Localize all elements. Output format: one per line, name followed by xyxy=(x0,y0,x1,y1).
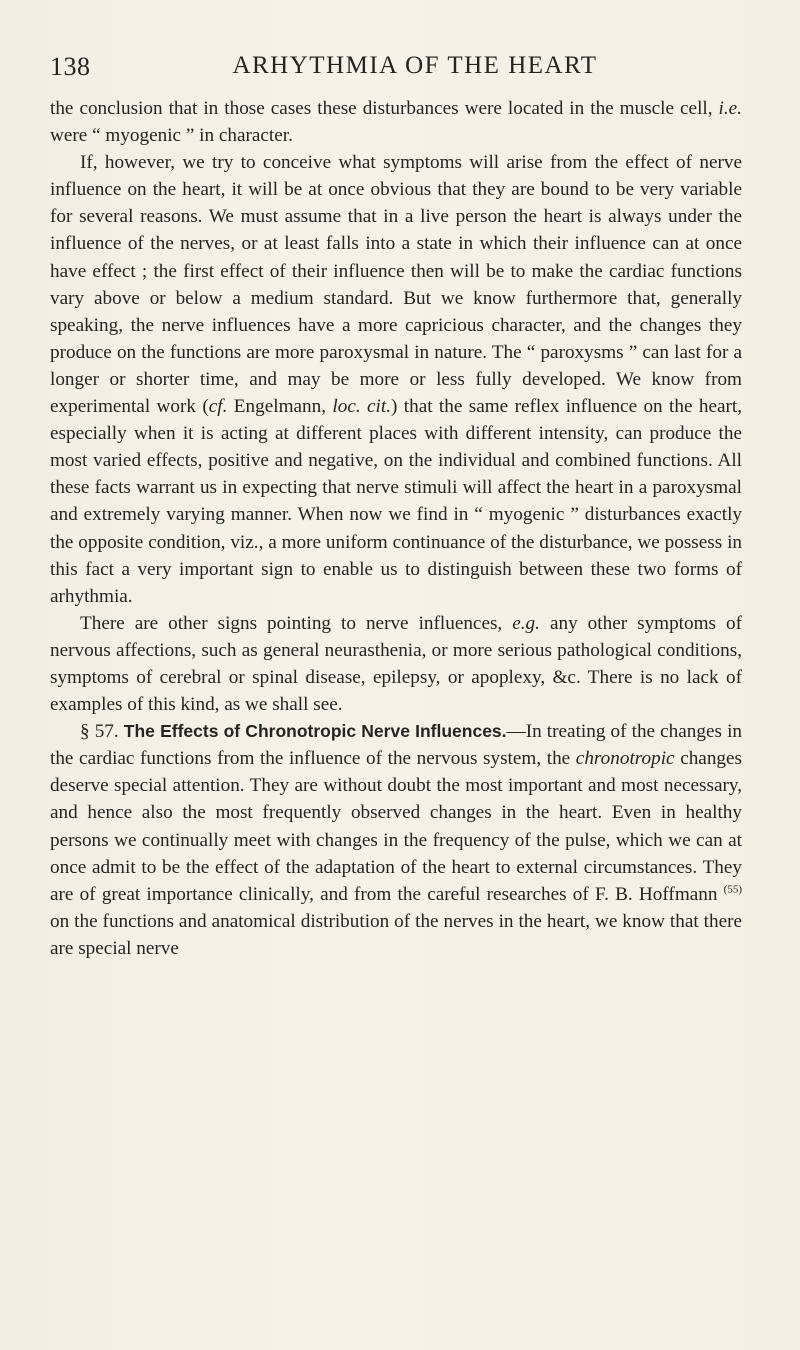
paragraph-4: § 57. The Effects of Chronotropic Nerve Influences.—In treating of the changes in the cardiac functions from the influence of the nervous system, the chronotropic changes deserve special attention. They are without doubt the most important and most necessary, and hence also the most frequently observed changes in the heart. Even in healthy persons we continually meet with changes in the frequency of the pulse, which we can at once admit to be the effect of the adaptation of the heart to external circumstances. They are of great importance clinically, and from the careful researches of F. B. Hoffmann $^{(55)}$ on the functions and anatomical distribution of the nerves in the heart, we know that there are special nerve xyxy=(50,721,742,959)
page-header xyxy=(50,52,740,88)
reference-number: (55) xyxy=(723,883,742,896)
body-text xyxy=(50,95,742,962)
running-head: ARHYTHMIA OF THE HEART xyxy=(232,52,598,79)
section-number: § 57. xyxy=(80,721,119,743)
paragraph-2: If, however, we try to conceive what symptoms will arise from the effect of nerve influence on the heart, it will be at once obvious that they are bound to be very variable for several reasons. We must assume that in a live person the heart is always under the influence of the nerves, or at least falls into a state in which their influence can at once have effect ; the first effect of their influence then will be to make the cardiac functions vary above or below a medium standard. But we know furthermore that, generally speaking, the nerve influences have a more capricious character, and the changes they produce on the functions are more paroxysmal in nature. The “ paroxysms ” can last for a longer or shorter time, and may be more or less fully developed. We know from experimental work (cf. Engelmann, loc. cit.) that the same reflex influence on the heart, especially when it is acting at different places with different intensity, can produce the most varied effects, positive and negative, on the individual and combined functions. All these facts warrant us in expecting that nerve stimuli will affect the heart in a paroxysmal and extremely varying manner. When now we find in “ myogenic ” disturbances exactly the opposite condition, viz., a more uniform continuance of the disturbance, we possess in this fact a very important sign to enable us to distinguish between these two forms of arhythmia. xyxy=(50,152,743,607)
paragraph-3: There are other signs pointing to nerve influences, e.g. any other symptoms of nervous affections, such as general neurasthenia, or more serious pathological conditions, symptoms of cerebral or spinal disease, epilepsy, or apoplexy, &c. There is no lack of examples of this kind, as we shall see. xyxy=(50,612,742,716)
paragraph-1: the conclusion that in those cases these disturbances were located in the muscle cell, i.e. were “ myogenic ” in character. xyxy=(50,98,742,147)
section-heading: The Effects of Chronotropic Nerve Influences. xyxy=(123,721,507,742)
page-number: 138 xyxy=(50,52,91,81)
